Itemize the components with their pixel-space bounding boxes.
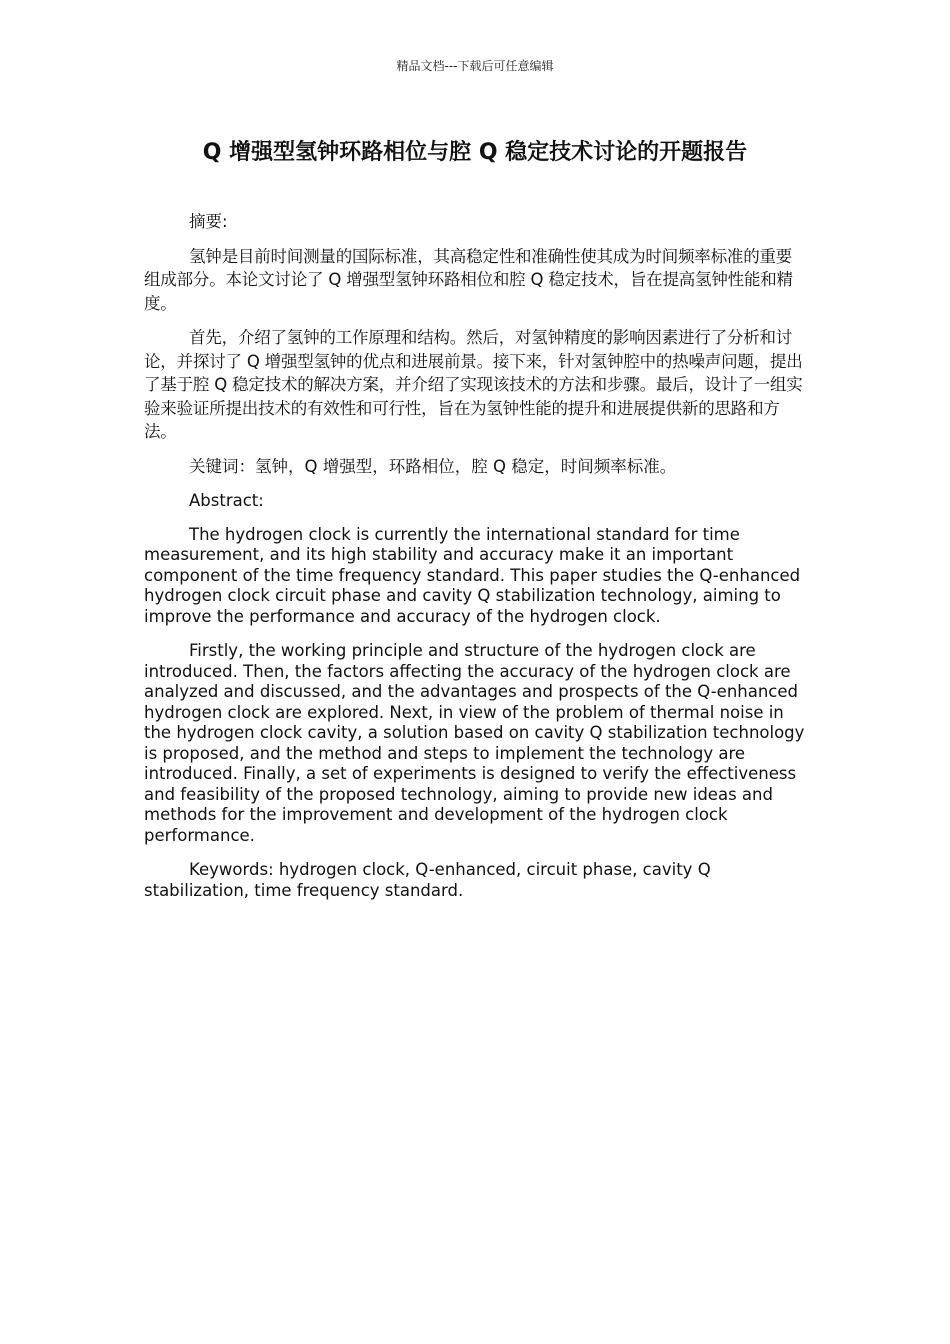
abstract-en-paragraph-1: The hydrogen clock is currently the international standard for time measurement, and its high stability and accuracy make it an important component of the time frequency standard. This paper studies the Q-enhanced hydrogen clock circuit phase and cavity Q stabilization technology, aiming to improve the performance and accuracy of the hydrogen clock. xyxy=(144,524,801,626)
abstract-zh-paragraph-2: 首先，介绍了氢钟的工作原理和结构。然后，对氢钟精度的影响因素进行了分析和讨论，并探讨了 Q 增强型氢钟的优点和进展前景。接下来，针对氢钟腔中的热噪声问题，提出了基于腔 Q 稳定技术的解决方案，并介绍了实现该技术的方法和步骤。最后，设计了一组实验来验证所提出技术的有效性和可行性，旨在为氢钟性能的提升和进展提供新的思路和方法。 xyxy=(144,328,803,441)
keywords-en: Keywords: hydrogen clock, Q-enhanced, circuit phase, cavity Q stabilization, time frequency standard. xyxy=(144,860,711,900)
document-title: Q 增强型氢钟环路相位与腔 Q 稳定技术讨论的开题报告 xyxy=(202,140,748,165)
abstract-zh-label: 摘要: xyxy=(189,212,228,231)
keywords-zh: 关键词：氢钟，Q 增强型，环路相位，腔 Q 稳定，时间频率标准。 xyxy=(189,456,677,476)
page-header: 精品文档---下载后可任意编辑 xyxy=(396,59,554,73)
abstract-en-paragraph-2: Firstly, the working principle and structure of the hydrogen clock are introduced. Then, the factors affecting the accuracy of the hydrogen clock are analyzed and discussed, and the advantages and prospects of the Q-enhanced hydrogen clock are explored. Next, in view of the problem of thermal noise in the hydrogen clock cavity, a solution based on cavity Q stabilization technology is proposed, and the method and steps to implement the technology are introduced. Finally, a set of experiments is designed to verify the effectiveness and feasibility of the proposed technology, aiming to provide new ideas and methods for the improvement and development of the hydrogen clock performance. xyxy=(144,641,805,845)
abstract-zh-paragraph-1: 氢钟是目前时间测量的国际标准，其高稳定性和准确性使其成为时间频率标准的重要组成部分。本论文讨论了 Q 增强型氢钟环路相位和腔 Q 稳定技术，旨在提高氢钟性能和精度。 xyxy=(144,246,793,313)
abstract-en-label: Abstract: xyxy=(189,491,264,510)
document-body xyxy=(144,210,806,915)
